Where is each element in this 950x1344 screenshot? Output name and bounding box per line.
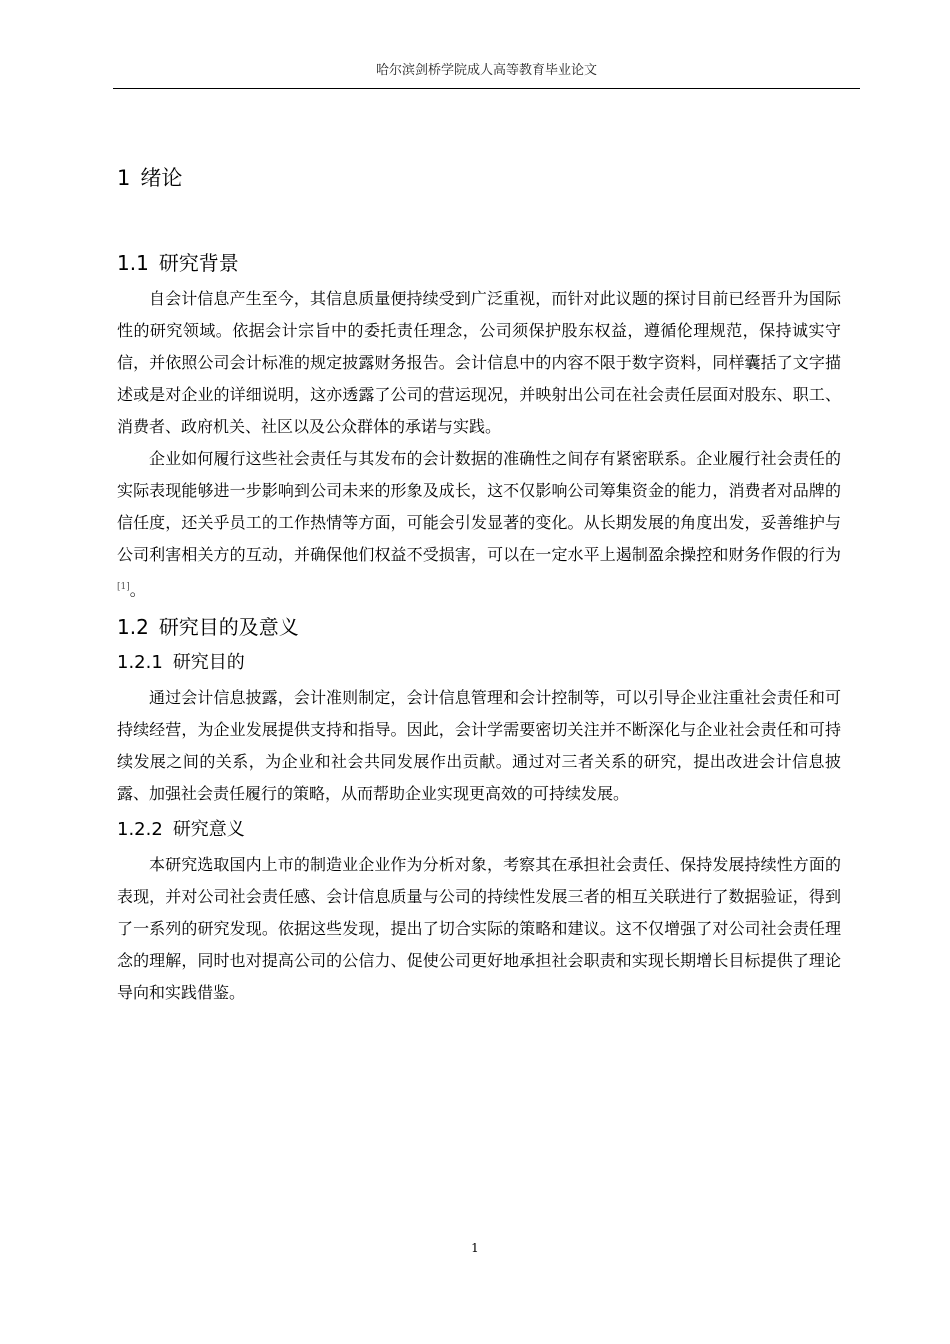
significance-paragraph: 本研究选取国内上市的制造业企业作为分析对象，考察其在承担社会责任、保持发展持续性方面的表现，并对公司社会责任感、会计信息质量与公司的持续性发展三者的相互关联进行了数据验证，得到了一系列的研究发现。依据这些发现，提出了切合实际的策略和建议。这不仅增强了对公司社会责任理念的理解，同时也对提高公司的公信力、促使公司更好地承担社会职责和实现长期增长目标提供了理论导向和实践借鉴。	[117, 855, 841, 1003]
subsection-number: 1.2.1	[117, 652, 163, 674]
chapter-number: 1	[117, 166, 131, 190]
subsection-number: 1.2.2	[117, 819, 163, 841]
chapter-heading	[117, 160, 841, 196]
document-body	[117, 160, 841, 1009]
running-header: 哈尔滨剑桥学院成人高等教育毕业论文	[375, 63, 597, 78]
header-rule	[113, 88, 860, 89]
subsection-heading-significance	[117, 814, 841, 846]
background-paragraph-2-text: 企业如何履行这些社会责任与其发布的会计数据的准确性之间存有紧密联系。企业履行社会责任的实际表现能够进一步影响到公司未来的形象及成长，这不仅影响公司筹集资金的能力，消费者对品牌的信任度，还关乎员工的工作热情等方面，可能会引发显著的变化。从长期发展的角度出发，妥善维护与公司利害相关方的互动，并确保他们权益不受损害，可以在一定水平上遏制盈余操控和财务作假的行为	[117, 449, 841, 564]
section-number: 1.1	[117, 251, 149, 275]
chapter-title: 绪论	[140, 166, 183, 190]
section-title: 研究背景	[158, 251, 239, 275]
objective-paragraph: 通过会计信息披露，会计准则制定，会计信息管理和会计控制等，可以引导企业注重社会责任和可持续经营，为企业发展提供支持和指导。因此，会计学需要密切关注并不断深化与企业社会责任和可持续发展之间的关系，为企业和社会共同发展作出贡献。通过对三者关系的研究，提出改进会计信息披露、加强社会责任履行的策略，从而帮助企业实现更高效的可持续发展。	[117, 688, 841, 804]
page-number: 1	[471, 1241, 479, 1255]
subsection-title: 研究意义	[172, 819, 245, 841]
subsection-heading-objective	[117, 647, 841, 679]
subsection-title: 研究目的	[172, 652, 245, 674]
closing-punctuation: 。	[129, 580, 146, 600]
section-heading-background	[117, 246, 841, 280]
section-number: 1.2	[117, 615, 149, 640]
citation-marker: [1]	[117, 582, 130, 592]
section-heading-purpose	[117, 610, 841, 644]
section-title: 研究目的及意义	[158, 615, 299, 640]
background-paragraph-2	[117, 443, 841, 606]
background-paragraph-1: 自会计信息产生至今，其信息质量便持续受到广泛重视，而针对此议题的探讨目前已经晋升为国际性的研究领域。依据会计宗旨中的委托责任理念，公司须保护股东权益，遵循伦理规范，保持诚实守信，并依照公司会计标准的规定披露财务报告。会计信息中的内容不限于数字资料，同样囊括了文字描述或是对企业的详细说明，这亦透露了公司的营运现况，并映射出公司在社会责任层面对股东、职工、消费者、政府机关、社区以及公众群体的承诺与实践。	[117, 289, 841, 436]
